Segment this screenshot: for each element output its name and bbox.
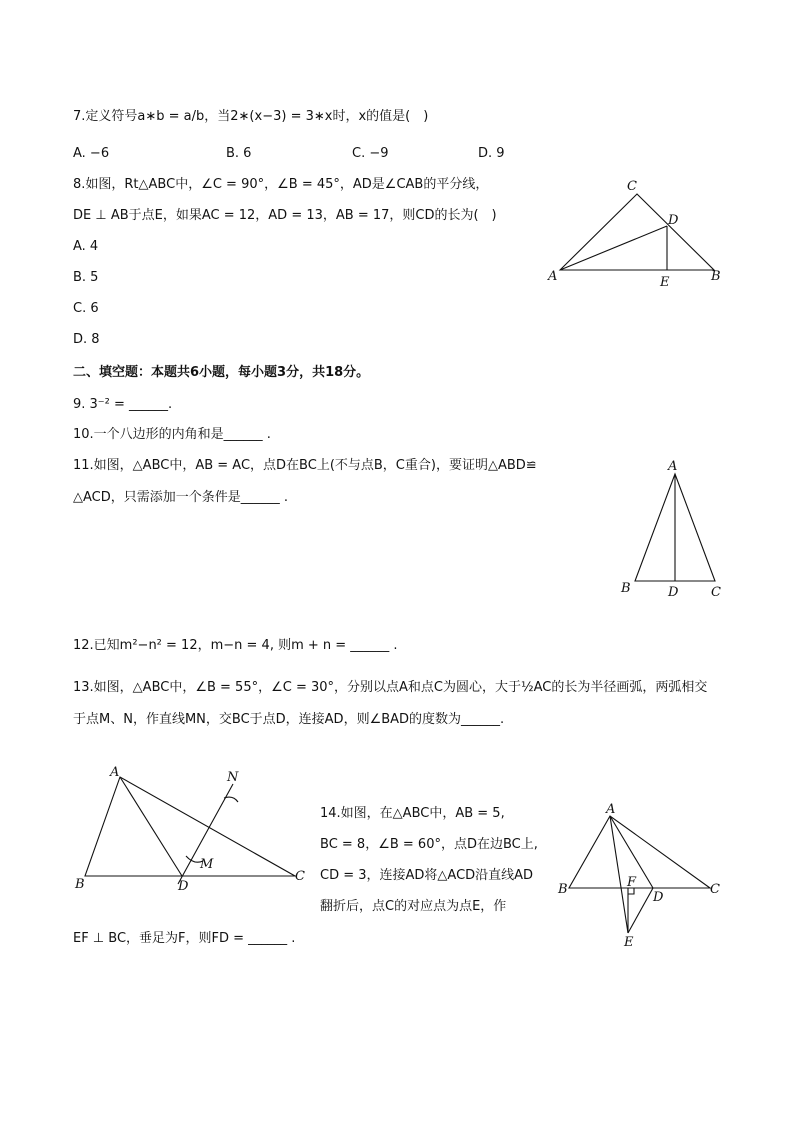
q14-label-a: A (606, 802, 616, 817)
q8-figure (540, 172, 730, 292)
q14-figure (555, 800, 730, 952)
q14-label-b: B (558, 882, 568, 897)
q7-option-a: A. −6 (73, 146, 110, 161)
q8-option-c: C. 6 (73, 301, 99, 316)
q13-segment-ad (120, 777, 182, 876)
q11-label-c: C (711, 585, 721, 600)
q14-triangle-abc (569, 816, 710, 888)
q11-stem-line2: △ACD，只需添加一个条件是______ . (73, 490, 289, 505)
q11-figure (615, 456, 730, 601)
q8-option-d: D. 8 (73, 332, 100, 347)
q14-segment-ed (628, 888, 653, 933)
q9-stem: 9. 3⁻² = ______. (73, 397, 173, 412)
q14-stem-line5: EF ⊥ BC，垂足为F，则FD = ______ . (73, 931, 296, 946)
q8-label-e: E (660, 275, 670, 290)
q13-label-a: A (110, 765, 120, 780)
q13-stem-line1: 13.如图，△ABC中，∠B = 55°，∠C = 30°，分别以点A和点C为圆心，大于½AC的长为半径画弧，两弧相交 (73, 680, 708, 695)
q14-stem-line4: 翻折后，点C的对应点为点E，作 (320, 899, 507, 914)
q7-option-c: C. −9 (352, 146, 389, 161)
q13-stem-line2: 于点M、N，作直线MN，交BC于点D，连接AD，则∠BAD的度数为______. (73, 712, 505, 727)
q13-label-c: C (295, 869, 305, 884)
q13-figure (70, 762, 315, 897)
q13-label-b: B (75, 877, 85, 892)
q12-stem: 12.已知m²−n² = 12，m−n = 4, 则m + n = ______ . (73, 638, 398, 653)
q7-option-b: B. 6 (226, 146, 252, 161)
q8-segment-ad (560, 226, 667, 270)
q11-label-d: D (668, 585, 679, 600)
q14-stem-line1: 14.如图，在△ABC中，AB = 5, (320, 806, 505, 821)
q11-label-a: A (668, 459, 678, 474)
q13-label-d: D (178, 879, 189, 894)
q13-label-n: N (227, 770, 239, 785)
q8-stem-line2: DE ⊥ AB于点E，如果AC = 12，AD = 13，AB = 17，则CD的长为( ) (73, 208, 497, 223)
q14-stem-line2: BC = 8，∠B = 60°，点D在边BC上, (320, 837, 538, 852)
q8-stem-line1: 8.如图，Rt△ABC中，∠C = 90°，∠B = 45°，AD是∠CAB的平分线， (73, 177, 489, 192)
q7-option-d: D. 9 (478, 146, 505, 161)
q14-label-f: F (627, 875, 637, 890)
q13-arc-n (224, 797, 238, 802)
q8-label-b: B (711, 269, 721, 284)
q11-stem-line1: 11.如图，△ABC中，AB = AC，点D在BC上(不与点B，C重合)，要证明△ABD≌ (73, 458, 537, 473)
q14-label-c: C (710, 882, 720, 897)
q8-label-c: C (627, 179, 637, 194)
q13-label-m: M (200, 857, 214, 872)
q8-label-a: A (548, 269, 558, 284)
q14-segment-ae (610, 816, 628, 933)
q14-stem-line3: CD = 3，连接AD将△ACD沿直线AD (320, 868, 534, 883)
q10-stem: 10.一个八边形的内角和是______ . (73, 427, 271, 442)
q14-label-e: E (624, 935, 634, 950)
section2-heading: 二、填空题：本题共6小题，每小题3分，共18分。 (73, 365, 370, 380)
q8-option-b: B. 5 (73, 270, 99, 285)
q8-triangle-abc (560, 194, 714, 270)
q8-option-a: A. 4 (73, 239, 99, 254)
q7-stem: 7.定义符号a∗b = a/b，当2∗(x−3) = 3∗x时，x的值是( ) (73, 109, 429, 124)
q11-label-b: B (621, 581, 631, 596)
q14-label-d: D (653, 890, 664, 905)
q8-label-d: D (668, 213, 679, 228)
